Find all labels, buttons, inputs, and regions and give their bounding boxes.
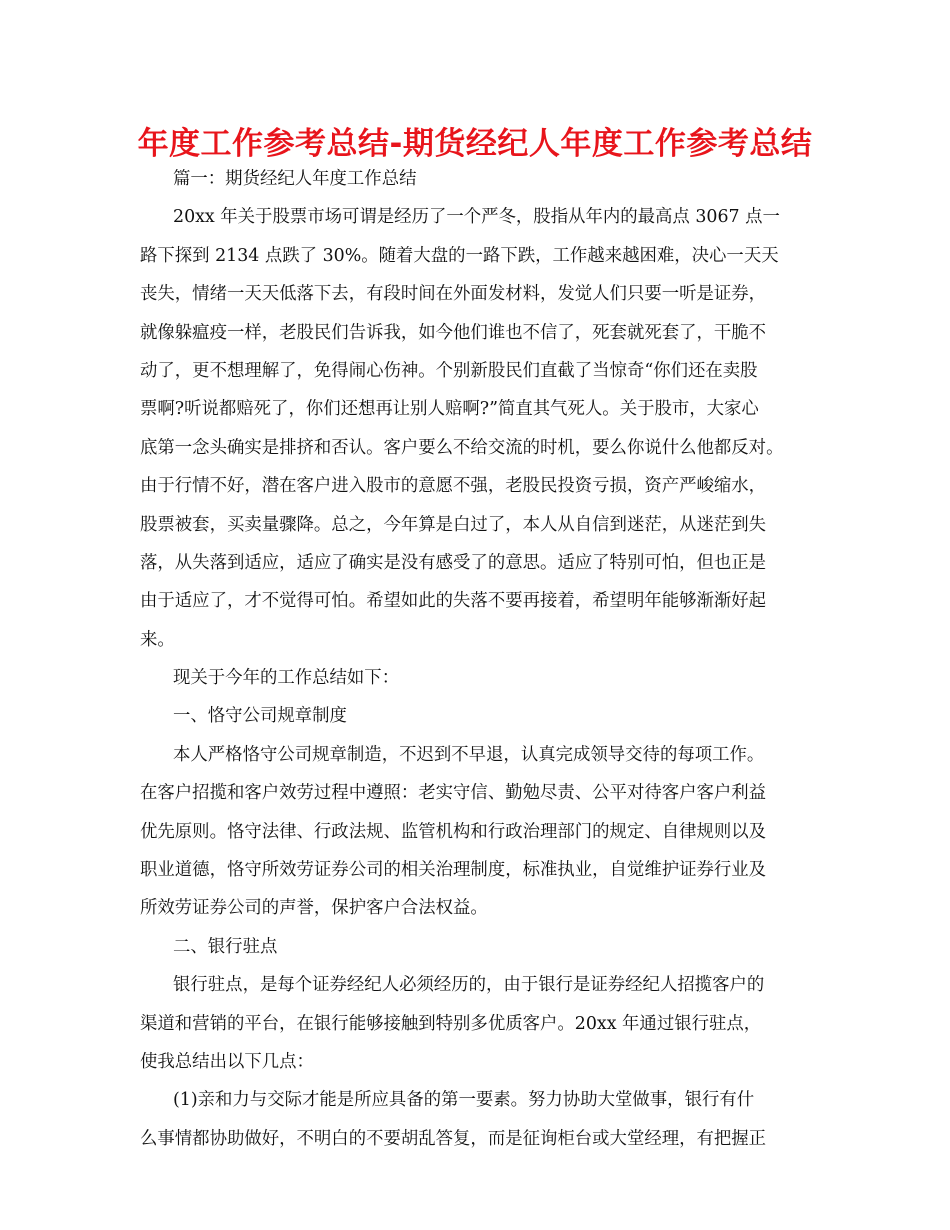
text-line: 银行驻点，是每个证券经纪人必须经历的，由于银行是证券经纪人招揽客户的 <box>173 975 765 996</box>
text-line: 本人严格恪守公司规章制造，不迟到不早退，认真完成领导交待的每项工作。 <box>173 744 765 765</box>
text-line: 由于行情不好，潜在客户进入股市的意愿不强，老股民投资亏损，资产严峻缩水， <box>140 476 767 497</box>
text-line: 在客户招揽和客户效劳过程中遵照：老实守信、勤勉尽责、公平对待客户客户利益 <box>140 783 767 804</box>
text-line: 丧失，情绪一天天低落下去，有段时间在外面发材料，发觉人们只要一听是证券， <box>140 284 767 305</box>
text-line: 落，从失落到适应，适应了确实是没有感受了的意思。适应了特别可怕，但也正是 <box>140 552 767 573</box>
text-line: 动了，更不想理解了，免得闹心伤神。个别新股民们直截了当惊奇“你们还在卖股 <box>140 360 758 381</box>
text-line: 所效劳证券公司的声誉，保护客户合法权益。 <box>140 898 488 919</box>
text-line: 一、恪守公司规章制度 <box>173 706 347 727</box>
text-line: 渠道和营销的平台，在银行能够接触到特别多优质客户。20xx 年通过银行驻点， <box>140 1013 762 1034</box>
text-line: 来。 <box>140 629 175 650</box>
text-line: 篇一：期货经纪人年度工作总结 <box>173 169 417 189</box>
text-line: 优先原则。恪守法律、行政法规、监管机构和行政治理部门的规定、自律规则以及 <box>140 821 767 842</box>
document-body <box>140 160 830 1158</box>
text-line: 股票被套，买卖量骤降。总之，今年算是白过了，本人从自信到迷茫，从迷茫到失 <box>140 514 767 535</box>
text-line: (1)亲和力与交际才能是所应具备的第一要素。努力协助大堂做事，银行有什 <box>173 1090 755 1111</box>
text-line: 路下探到 2134 点跌了 30%。随着大盘的一路下跌，工作越来越困难，决心一天天 <box>140 245 779 266</box>
text-line: 职业道德，恪守所效劳证券公司的相关治理制度，标准执业，自觉维护证券行业及 <box>140 860 767 881</box>
text-line: 现关于今年的工作总结如下： <box>173 668 400 689</box>
text-line: 么事情都协助做好，不明白的不要胡乱答复，而是征询柜台或大堂经理，有把握正 <box>140 1128 767 1149</box>
text-line: 底第一念头确实是排挤和否认。客户要么不给交流的时机，要么你说什么他都反对。 <box>140 437 784 458</box>
document-title: 年度工作参考总结-期货经纪人年度工作参考总结 <box>137 126 813 162</box>
text-line: 20xx 年关于股票市场可谓是经历了一个严冬，股指从年内的最高点 3067 点一 <box>173 207 780 228</box>
text-line: 由于适应了，才不觉得可怕。希望如此的失落不要再接着，希望明年能够渐渐好起 <box>140 591 767 612</box>
text-line: 二、银行驻点 <box>173 936 278 957</box>
text-line: 票啊?听说都赔死了，你们还想再让别人赔啊?”简直其气死人。关于股市，大家心 <box>140 399 759 420</box>
text-line: 就像躲瘟疫一样，老股民们告诉我，如今他们谁也不信了，死套就死套了，干脆不 <box>140 322 767 343</box>
text-line: 使我总结出以下几点： <box>140 1051 314 1072</box>
